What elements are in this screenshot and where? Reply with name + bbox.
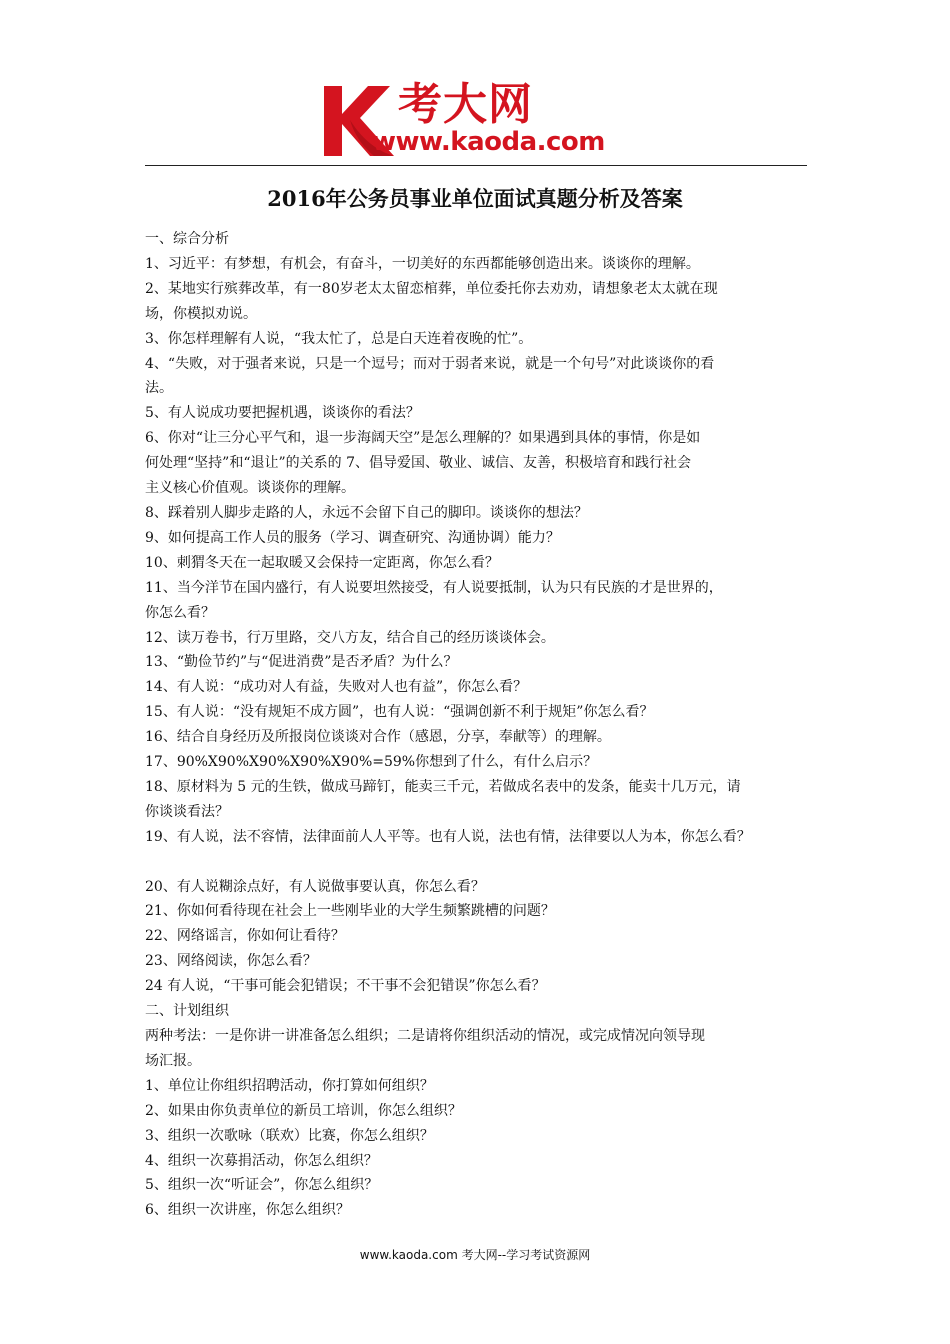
header-divider — [145, 165, 807, 166]
text-line: 两种考法：一是你讲一讲准备怎么组织；二是请将你组织活动的情况，或完成情况向领导现 — [145, 1027, 705, 1044]
text-line: 2、某地实行殡葬改革，有一80岁老太太留恋棺葬，单位委托你去劝劝，请想象老太太就在现 — [145, 280, 718, 297]
text-line: 6、你对“让三分心平气和，退一步海阔天空”是怎么理解的？如果遇到具体的事情，你是如 — [145, 430, 701, 447]
text-line: 12、读万卷书，行万里路，交八方友，结合自己的经历谈谈体会。 — [145, 629, 555, 646]
text-line: 10、刺猬冬天在一起取暖又会保持一定距离，你怎么看？ — [145, 554, 499, 571]
text-line: 你怎么看？ — [145, 604, 215, 621]
text-line: 你谈谈看法？ — [145, 803, 229, 820]
text-line: 8、踩着别人脚步走路的人，永远不会留下自己的脚印。谈谈你的想法？ — [145, 504, 588, 521]
text-line: 6、组织一次讲座，你怎么组织？ — [145, 1202, 350, 1219]
text-line: 11、当今洋节在国内盛行，有人说要坦然接受，有人说要抵制，认为只有民族的才是世界的， — [145, 579, 723, 596]
text-line: 1、单位让你组织招聘活动，你打算如何组织？ — [145, 1077, 434, 1094]
text-line: 17、90%X90%X90%X90%X90%=59%你想到了什么，有什么启示？ — [145, 754, 598, 771]
logo-brand-cn: 考大网 — [398, 79, 533, 130]
text-line: 18、原材料为 5 元的生铁，做成马蹄钉，能卖三千元，若做成名表中的发条，能卖十几万元，请 — [145, 778, 741, 795]
text-line: 5、有人说成功要把握机遇，谈谈你的看法？ — [145, 405, 420, 422]
text-line: 20、有人说糊涂点好，有人说做事要认真，你怎么看？ — [145, 878, 485, 895]
text-line: 二、计划组织 — [145, 1003, 229, 1020]
text-line: 3、你怎样理解有人说，“我太忙了，总是白天连着夜晚的忙”。 — [145, 330, 533, 347]
text-line: 场，你模拟劝说。 — [145, 305, 257, 322]
text-line: 22、网络谣言，你如何让看待？ — [145, 928, 345, 945]
text-line: 14、有人说：“成功对人有益，失败对人也有益”，你怎么看？ — [145, 679, 528, 696]
kaoda-logo — [320, 80, 640, 160]
text-line: 13、“勤俭节约”与“促进消费”是否矛盾？为什么？ — [145, 654, 458, 671]
text-line: 23、网络阅读，你怎么看？ — [145, 953, 317, 970]
text-line: 15、有人说：“没有规矩不成方圆”，也有人说：“强调创新不利于规矩”你怎么看？ — [145, 704, 654, 721]
text-line: 场汇报。 — [145, 1052, 201, 1069]
text-line: 19、有人说，法不容情，法律面前人人平等。也有人说，法也有情，法律要以人为本，你怎么看？ — [145, 828, 751, 845]
document-body — [145, 227, 815, 1223]
text-line: 一、综合分析 — [145, 231, 229, 247]
text-line: 4、“失败，对于强者来说，只是一个逗号；而对于弱者来说，就是一个句号”对此谈谈你的看 — [145, 355, 715, 372]
text-line: 4、组织一次募捐活动，你怎么组织？ — [145, 1152, 378, 1169]
text-line: 何处理“坚持”和“退让”的关系的 7、倡导爱国、敬业、诚信、友善，积极培育和践行社会 — [145, 455, 691, 472]
logo-brand-url: www.kaoda.com — [372, 127, 605, 157]
text-line: 24 有人说，“干事可能会犯错误；不干事不会犯错误”你怎么看？ — [145, 978, 546, 995]
text-line: 3、组织一次歌咏（联欢）比赛，你怎么组织？ — [145, 1127, 434, 1144]
text-line: 16、结合自身经历及所报岗位谈谈对合作（感恩，分享，奉献等）的理解。 — [145, 729, 611, 746]
text-line: 9、如何提高工作人员的服务（学习、调查研究、沟通协调）能力？ — [145, 529, 560, 546]
text-line: 主义核心价值观。谈谈你的理解。 — [145, 480, 355, 497]
text-line: 法。 — [145, 380, 173, 397]
page-title: 2016年公务员事业单位面试真题分析及答案 — [267, 186, 683, 211]
text-line: 2、如果由你负责单位的新员工培训，你怎么组织？ — [145, 1102, 462, 1119]
page-footer: www.kaoda.com 考大网--学习考试资源网 — [359, 1248, 591, 1262]
text-line: 21、你如何看待现在社会上一些刚毕业的大学生频繁跳槽的问题？ — [145, 903, 555, 920]
blank-line — [145, 850, 815, 875]
text-line: 5、组织一次“听证会”，你怎么组织？ — [145, 1177, 379, 1194]
text-line: 1、习近平：有梦想，有机会，有奋斗，一切美好的东西都能够创造出来。谈谈你的理解。 — [145, 255, 700, 272]
